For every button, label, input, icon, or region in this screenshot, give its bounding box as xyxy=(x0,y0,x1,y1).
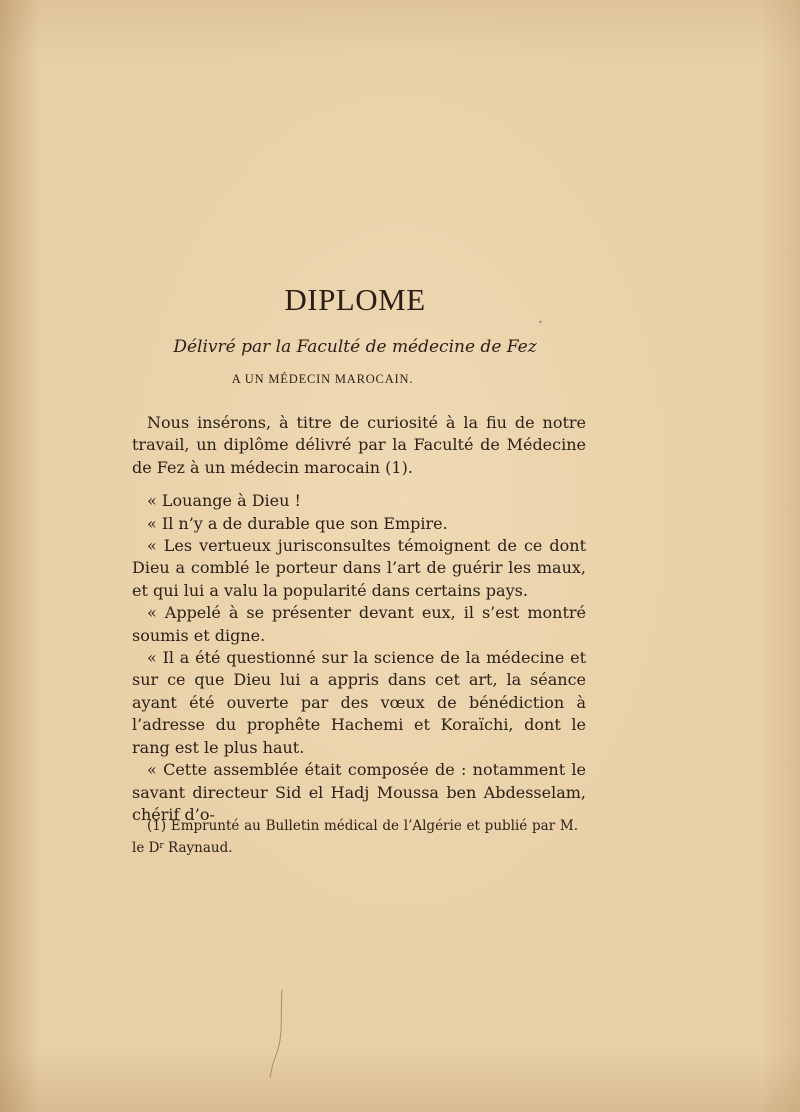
paragraph-louange: « Louange à Dieu ! xyxy=(147,491,301,511)
paragraph-intro: Nous insérons, à titre de curiosité à la fiu de notre travail, un diplôme délivré par la Faculté de Médecine de Fez à un médecin marocain (1). xyxy=(132,413,586,477)
footnote-text: (1) Emprunté au Bulletin médical de l’Algérie et publié par M. le D xyxy=(132,818,578,856)
pencil-stroke xyxy=(262,985,292,1080)
paragraph-questionne: « Il a été questionné sur la science de la médecine et sur ce que Dieu lui a appris dans cet art, la séance ayant été ouverte par des vœux de bénédiction à l’adresse du prophête Hachemi et Koraïchi, dont le rang est le plus haut. xyxy=(132,648,586,757)
paragraph-appele: « Appelé à se présenter devant eux, il s’est montré soumis et digne. xyxy=(132,603,586,645)
paper-speck: • xyxy=(538,318,543,327)
page-title: DIPLOME xyxy=(284,282,426,317)
body-text xyxy=(132,412,586,826)
paragraph-jurisconsultes: « Les vertueux jurisconsultes témoignent de ce dont Dieu a comblé le porteur dans l’art de guérir les maux, et qui lui a valu la popularité dans certains pays. xyxy=(132,536,586,600)
paragraph-assemblee: « Cette assemblée était composée de : notamment le savant directeur Sid el Hadj Moussa ben Abdesselam, chérif d’o- xyxy=(132,760,586,824)
footnote-superscript: r xyxy=(159,841,164,851)
page-subtitle: Délivré par la Faculté de médecine de Fez xyxy=(173,337,537,357)
paragraph-empire: « Il n’y a de durable que son Empire. xyxy=(147,513,448,533)
page-subsubtitle: A UN MÉDECIN MAROCAIN. xyxy=(231,372,414,386)
footnote xyxy=(132,816,578,858)
footnote-text-end: Raynaud. xyxy=(163,840,233,856)
